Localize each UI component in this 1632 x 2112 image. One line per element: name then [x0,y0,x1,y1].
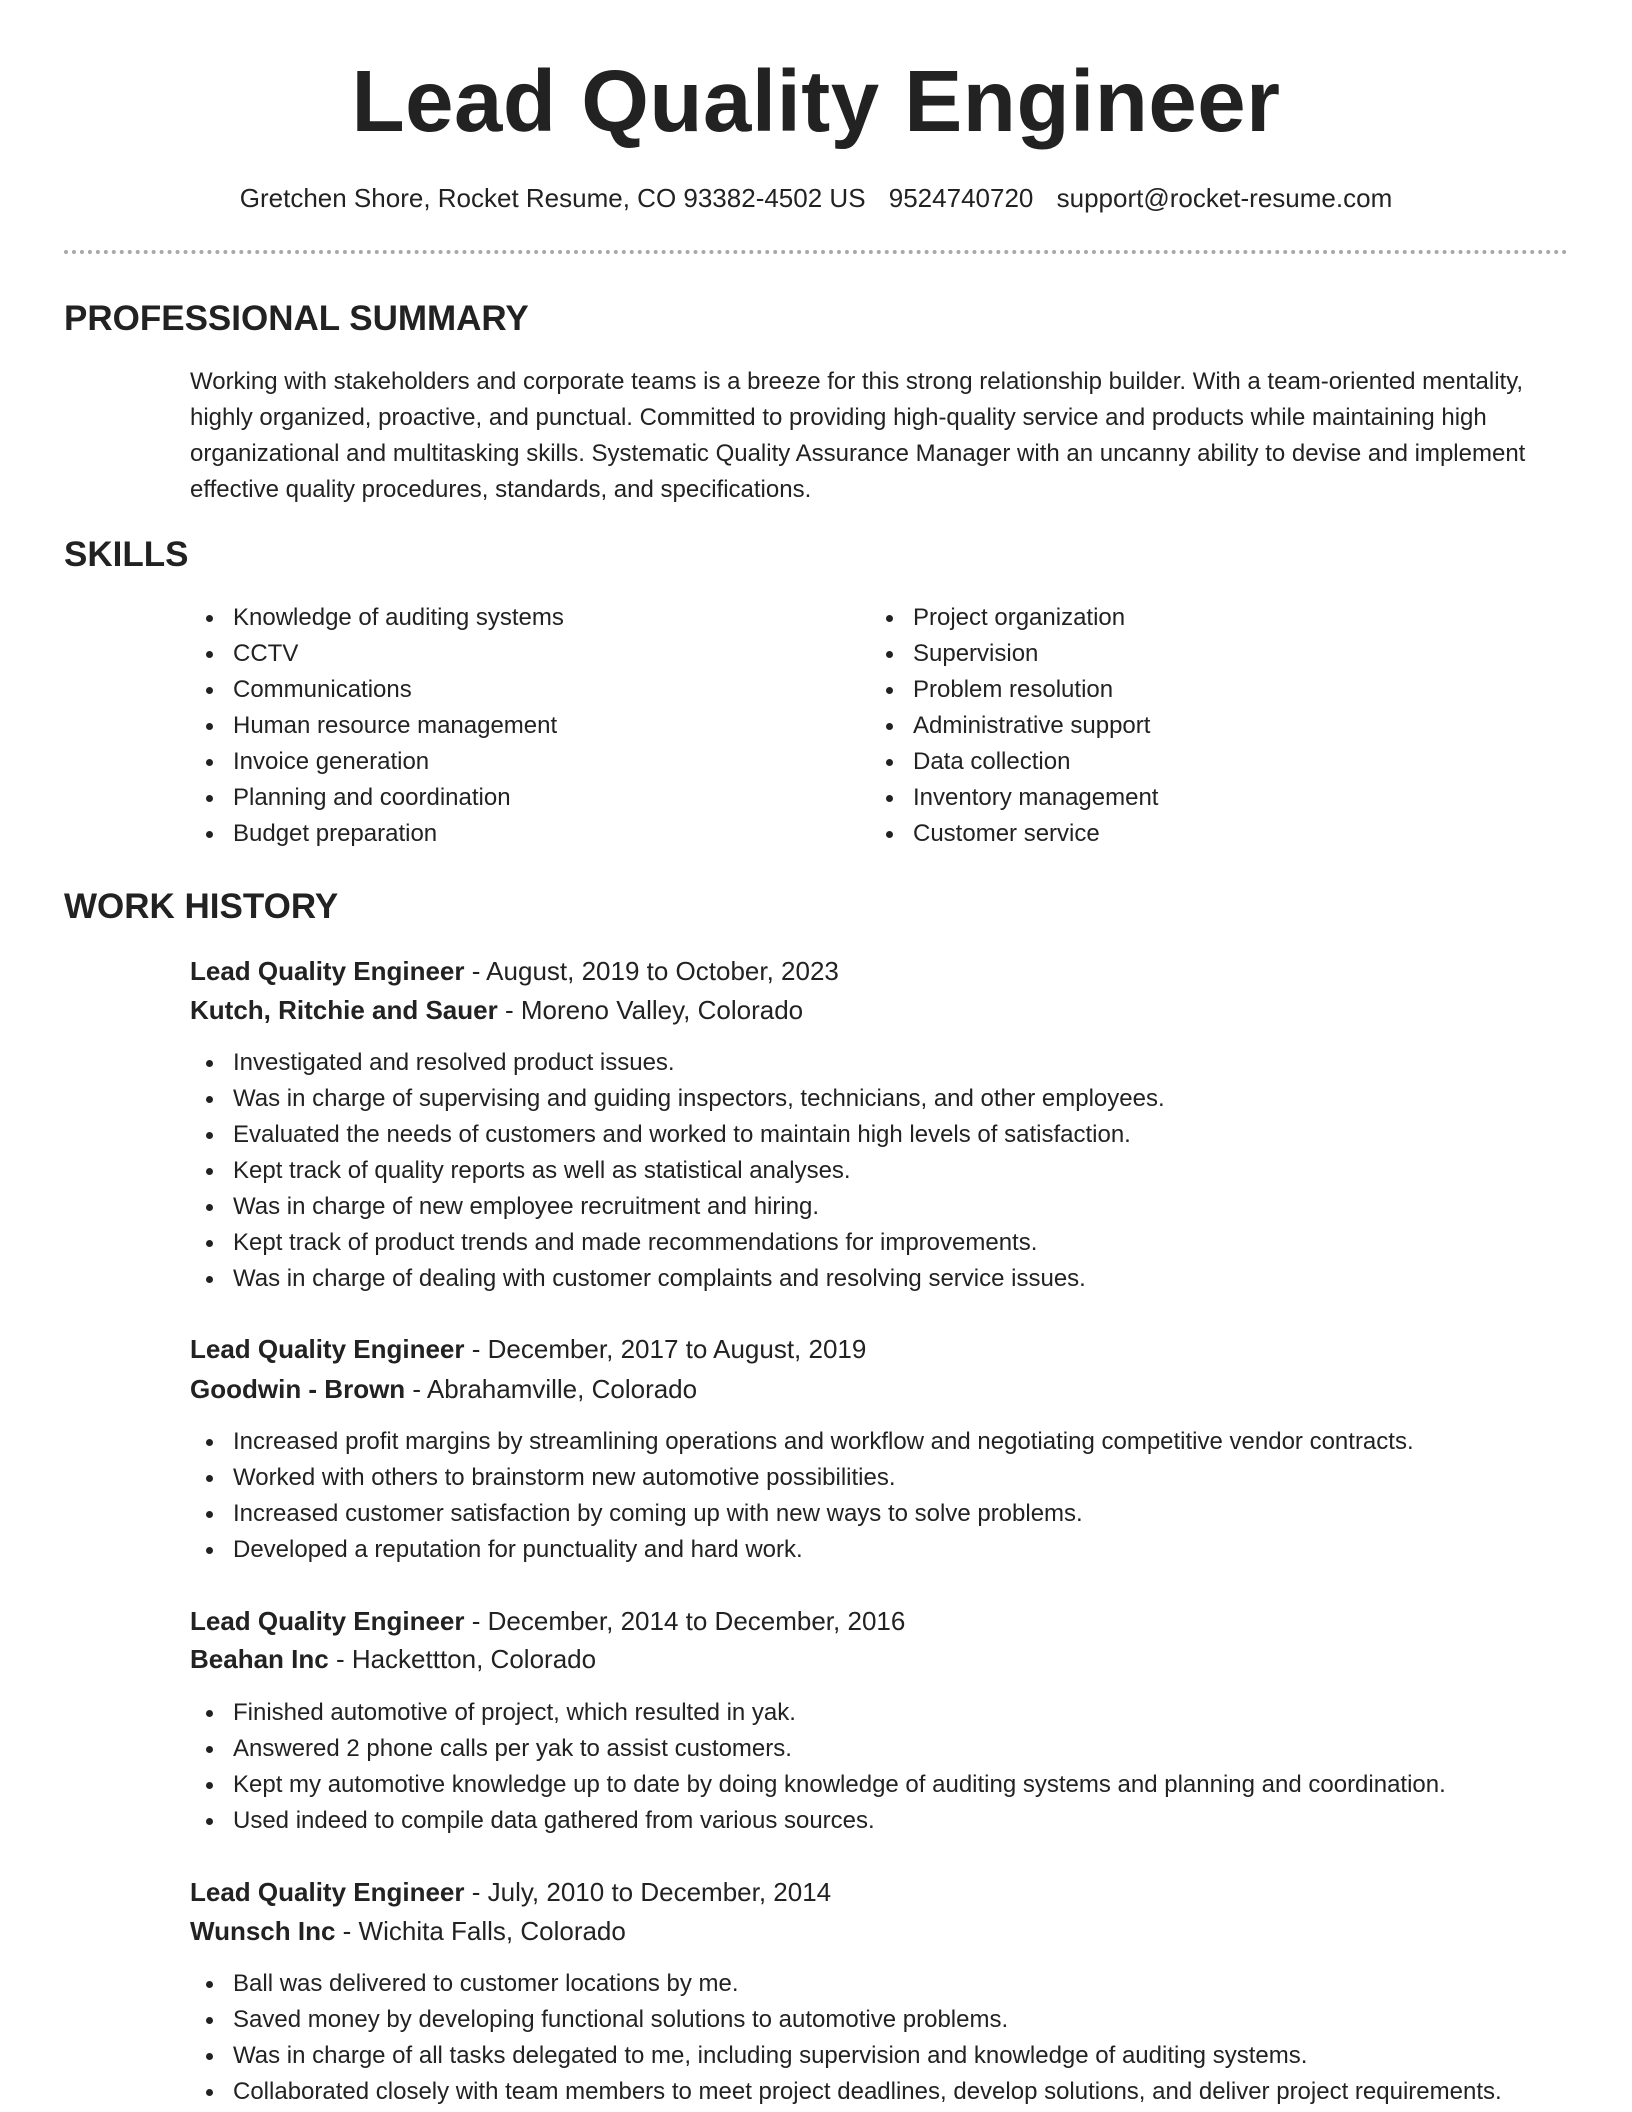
skill-item: Budget preparation [190,816,564,852]
job-bullet: Finished automotive of project, which resulted in yak. [190,1695,1446,1731]
job-company: Goodwin - Brown [190,1374,406,1404]
job-bullet: Worked with others to brainstorm new automotive possibilities. [190,1460,1414,1496]
skill-item: Knowledge of auditing systems [190,600,564,636]
job-title: Lead Quality Engineer [190,956,465,986]
job-bullet: Investigated and resolved product issues. [190,1045,1165,1081]
job-bullet: Was in charge of new employee recruitment and hiring. [190,1189,1165,1225]
skills-list-left [190,600,564,852]
resume-name-title: Lead Quality Engineer [351,53,1281,150]
job-bullet: Was in charge of dealing with customer complaints and resolving service issues. [190,1261,1165,1297]
job-title-line [190,1874,831,1910]
job-bullet: Used indeed to compile data gathered from various sources. [190,1803,1446,1839]
work-history-heading: WORK HISTORY [64,887,339,926]
job-title-line [190,1603,905,1639]
job-bullet: Developed a reputation for punctuality and hard work. [190,1532,1414,1568]
job-dates: - December, 2014 to December, 2016 [464,1606,906,1636]
job-bullets [190,1695,1446,1839]
job-bullet: Collaborated closely with team members to meet project deadlines, develop solutions, and deliver project requirements. [190,2074,1502,2110]
job-bullets [190,1424,1414,1568]
job-bullet: Kept track of product trends and made recommendations for improvements. [190,1225,1165,1261]
job-title: Lead Quality Engineer [190,1606,465,1636]
job-bullet: Was in charge of all tasks delegated to me, including supervision and knowledge of auditing systems. [190,2038,1502,2074]
contact-phone: 9524740720 [888,183,1034,213]
job-company-line [190,1913,626,1949]
job-company-line [190,1371,697,1407]
job-bullet: Kept my automotive knowledge up to date by doing knowledge of auditing systems and planning and coordination. [190,1767,1446,1803]
contact-address: Gretchen Shore, Rocket Resume, CO 93382-4502 US [239,183,866,213]
job-bullet: Increased profit margins by streamlining operations and workflow and negotiating competitive vendor contracts. [190,1424,1414,1460]
job-dates: - July, 2010 to December, 2014 [464,1877,832,1907]
skill-item: Administrative support [870,708,1158,744]
skill-item: Human resource management [190,708,564,744]
job-bullet: Ball was delivered to customer locations by me. [190,1966,1502,2002]
job-bullet: Saved money by developing functional solutions to automotive problems. [190,2002,1502,2038]
skills-heading: SKILLS [64,535,189,574]
skill-item: CCTV [190,636,564,672]
job-location: - Wichita Falls, Colorado [335,1916,626,1946]
job-bullet: Was in charge of supervising and guiding inspectors, technicians, and other employees. [190,1081,1165,1117]
job-location: - Hackettton, Colorado [328,1644,597,1674]
header-divider [64,250,1568,254]
job-title: Lead Quality Engineer [190,1877,465,1907]
skill-item: Supervision [870,636,1158,672]
skill-item: Data collection [870,744,1158,780]
skill-item: Project organization [870,600,1158,636]
job-bullets [190,1966,1502,2110]
job-title-line [190,953,839,989]
job-bullet: Evaluated the needs of customers and worked to maintain high levels of satisfaction. [190,1117,1165,1153]
skill-item: Problem resolution [870,672,1158,708]
summary-heading: PROFESSIONAL SUMMARY [64,299,529,338]
summary-text: Working with stakeholders and corporate teams is a breeze for this strong relationship builder. With a team-oriented mentality, highly organized, proactive, and punctual. Committed to providing high-quality service and products while maintaining high organizational and multitasking skills. Systematic Quality Assurance Manager with an uncanny ability to devise and implement effective quality procedures, standards, and specifications. [190,368,1526,503]
job-company-line [190,1641,596,1677]
job-company-line [190,992,803,1028]
job-company: Wunsch Inc [190,1916,336,1946]
job-company: Kutch, Ritchie and Sauer [190,995,498,1025]
contact-line [0,180,1632,216]
job-location: - Abrahamville, Colorado [405,1374,698,1404]
skill-item: Communications [190,672,564,708]
contact-email: support@rocket-resume.com [1056,183,1393,213]
job-bullets [190,1045,1165,1297]
skill-item: Planning and coordination [190,780,564,816]
job-title: Lead Quality Engineer [190,1334,465,1364]
job-bullet: Kept track of quality reports as well as statistical analyses. [190,1153,1165,1189]
skill-item: Inventory management [870,780,1158,816]
job-location: - Moreno Valley, Colorado [497,995,804,1025]
job-company: Beahan Inc [190,1644,329,1674]
skill-item: Customer service [870,816,1158,852]
skills-list-right [870,600,1158,852]
job-dates: - December, 2017 to August, 2019 [464,1334,867,1364]
skill-item: Invoice generation [190,744,564,780]
job-bullet: Answered 2 phone calls per yak to assist customers. [190,1731,1446,1767]
job-dates: - August, 2019 to October, 2023 [464,956,839,986]
job-bullet: Increased customer satisfaction by coming up with new ways to solve problems. [190,1496,1414,1532]
job-title-line [190,1331,866,1367]
